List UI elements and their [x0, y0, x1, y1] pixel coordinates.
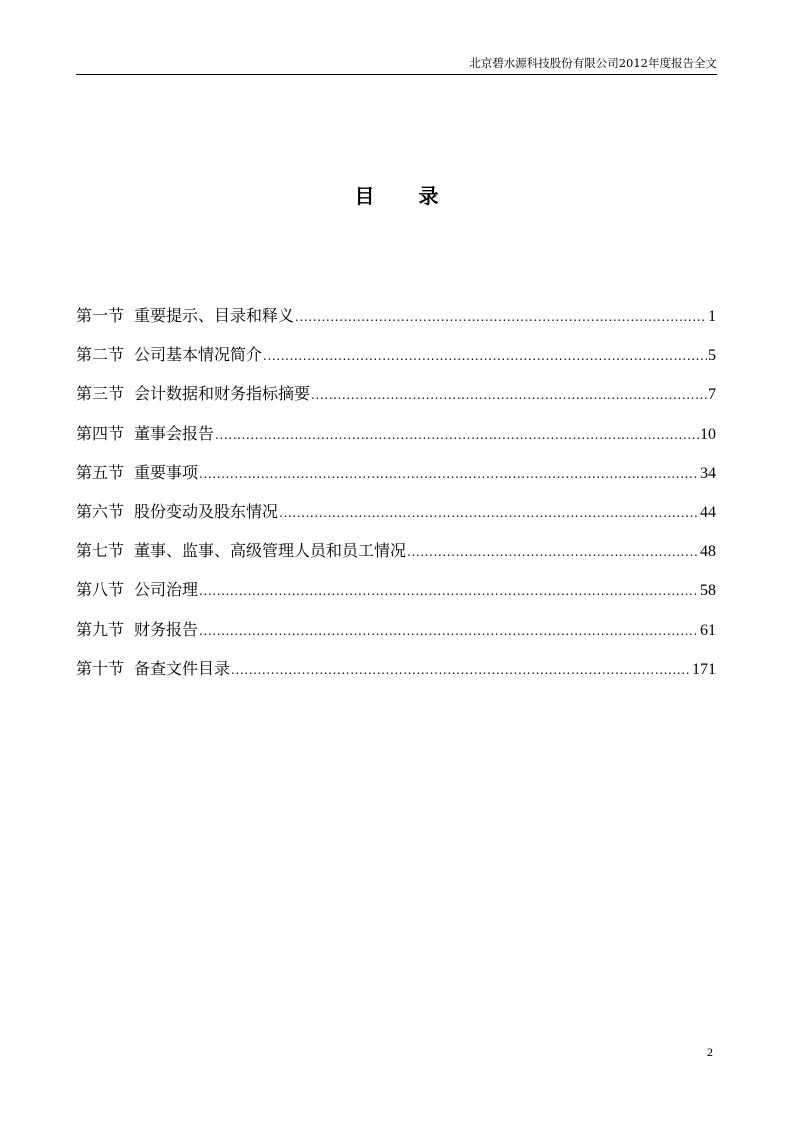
toc-entry-title: 备查文件目录 — [134, 658, 231, 678]
toc-page-number: 171 — [692, 660, 716, 678]
toc-dot-leader — [199, 580, 699, 602]
toc-page-number: 5 — [708, 347, 716, 365]
toc-heading — [0, 184, 793, 208]
toc-section-label: 第四节 — [76, 423, 125, 443]
toc-entry-title: 重要提示、目录和释义 — [134, 306, 295, 325]
toc-dot-leader — [407, 541, 699, 563]
toc-dot-leader — [215, 424, 699, 446]
toc-entry-3[interactable] — [76, 383, 716, 422]
toc-section-label: 第三节 — [76, 384, 125, 404]
toc-entry-title: 财务报告 — [134, 619, 199, 639]
toc-entry-1[interactable] — [76, 305, 716, 344]
toc-dot-leader — [279, 502, 699, 524]
toc-section-label: 第七节 — [76, 541, 125, 561]
toc-section-label: 第五节 — [76, 462, 125, 482]
toc-page-number: 34 — [700, 464, 716, 482]
toc-dot-leader — [311, 384, 707, 406]
toc-page-number: 7 — [708, 386, 716, 404]
toc-page-number: 48 — [700, 543, 716, 561]
page-number: 2 — [707, 1045, 713, 1059]
toc-heading-char-1: 目 — [354, 184, 375, 208]
toc-page-number: 58 — [700, 582, 716, 600]
toc-entry-title: 董事、监事、高级管理人员和员工情况 — [134, 541, 407, 561]
toc-entry-10[interactable] — [76, 658, 716, 697]
toc-heading-char-2: 录 — [418, 184, 439, 208]
toc-entry-9[interactable] — [76, 619, 716, 658]
toc-entry-title: 公司治理 — [134, 580, 199, 600]
toc-entry-8[interactable] — [76, 579, 716, 618]
toc-dot-leader — [199, 620, 699, 642]
toc-entry-title: 重要事项 — [134, 462, 199, 482]
toc-section-label: 第一节 — [76, 306, 125, 325]
toc-page-number: 61 — [700, 621, 716, 639]
toc-section-label: 第八节 — [76, 580, 125, 600]
toc-dot-leader — [263, 345, 707, 367]
toc-dot-leader — [199, 463, 699, 485]
toc-entry-2[interactable] — [76, 344, 716, 383]
toc-page-number: 1 — [708, 308, 716, 325]
toc-page-number: 10 — [700, 425, 716, 443]
toc-dot-leader — [295, 306, 707, 328]
table-of-contents — [76, 305, 716, 697]
toc-entry-title: 会计数据和财务指标摘要 — [134, 384, 311, 404]
toc-section-label: 第十节 — [76, 658, 125, 678]
toc-entry-title: 董事会报告 — [134, 423, 215, 443]
header-title: 北京碧水源科技股份有限公司2012年度报告全文 — [469, 56, 717, 70]
toc-section-label: 第六节 — [76, 501, 125, 521]
page-header — [76, 54, 717, 75]
toc-entry-7[interactable] — [76, 540, 716, 579]
toc-entry-6[interactable] — [76, 501, 716, 540]
toc-entry-4[interactable] — [76, 423, 716, 462]
toc-dot-leader — [231, 659, 691, 681]
toc-section-label: 第九节 — [76, 619, 125, 639]
toc-section-label: 第二节 — [76, 345, 125, 365]
toc-page-number: 44 — [700, 503, 716, 521]
toc-entry-title: 股份变动及股东情况 — [134, 501, 279, 521]
toc-entry-5[interactable] — [76, 462, 716, 501]
toc-entry-title: 公司基本情况简介 — [134, 345, 263, 365]
